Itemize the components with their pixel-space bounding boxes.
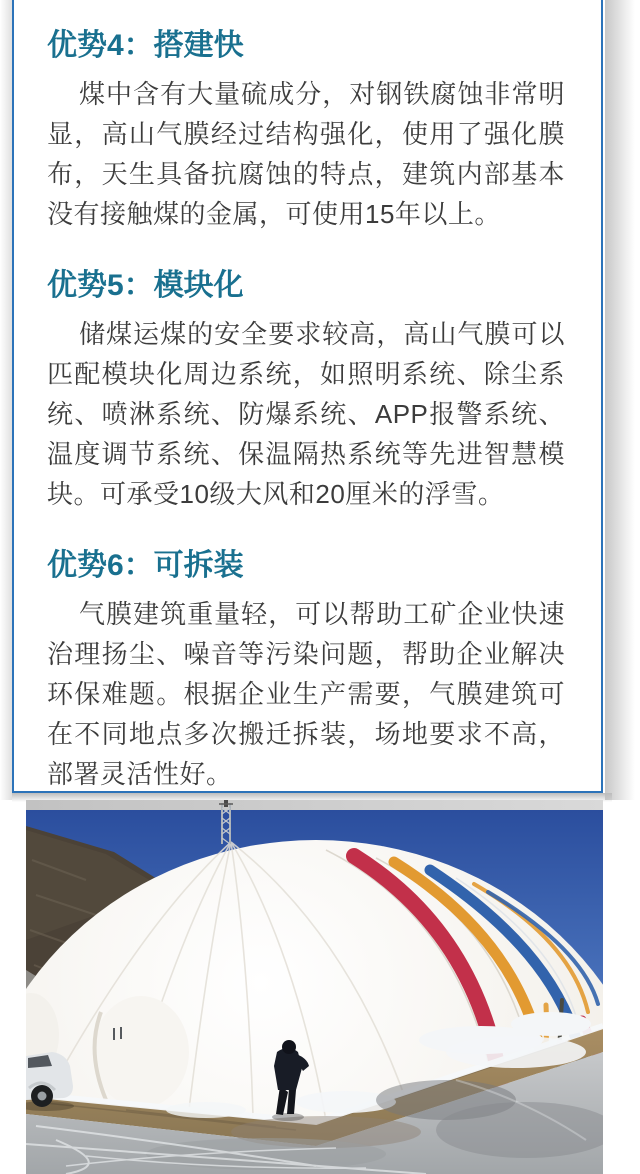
advantage-4-paragraph: 煤中含有大量硫成分，对钢铁腐蚀非常明显，高山气膜经过结构强化，使用了强化膜布，天生具备抗腐蚀的特点，建筑内部基本没有接触煤的金属，可使用15年以上。 xyxy=(47,79,565,229)
advantage-6-heading: 优势6：可拆装 xyxy=(47,549,244,582)
advantage-4-heading: 优势4：搭建快 xyxy=(47,29,244,62)
article-card xyxy=(12,0,603,793)
advantage-6-paragraph: 气膜建筑重量轻，可以帮助工矿企业快速治理扬尘、噪音等污染问题，帮助企业解决环保难题。根据企业生产需要，气膜建筑可在不同地点多次搬迁拆装，场地要求不高，部署灵活性好。 xyxy=(47,599,565,789)
advantage-5-paragraph: 储煤运煤的安全要求较高，高山气膜可以匹配模块化周边系统，如照明系统、除尘系统、喷淋系统、防爆系统、APP报警系统、温度调节系统、保温隔热系统等先进智慧模块。可承受10级大风和20厘米的浮雪。 xyxy=(47,319,565,509)
section-advantage-6 xyxy=(47,548,565,793)
page-shadow-left xyxy=(0,0,12,800)
air-dome-photo xyxy=(26,800,603,1174)
page-shadow-right xyxy=(605,0,640,800)
section-advantage-4 xyxy=(47,28,565,234)
advantage-5-heading: 优势5：模块化 xyxy=(47,269,244,302)
section-advantage-5 xyxy=(47,268,565,514)
